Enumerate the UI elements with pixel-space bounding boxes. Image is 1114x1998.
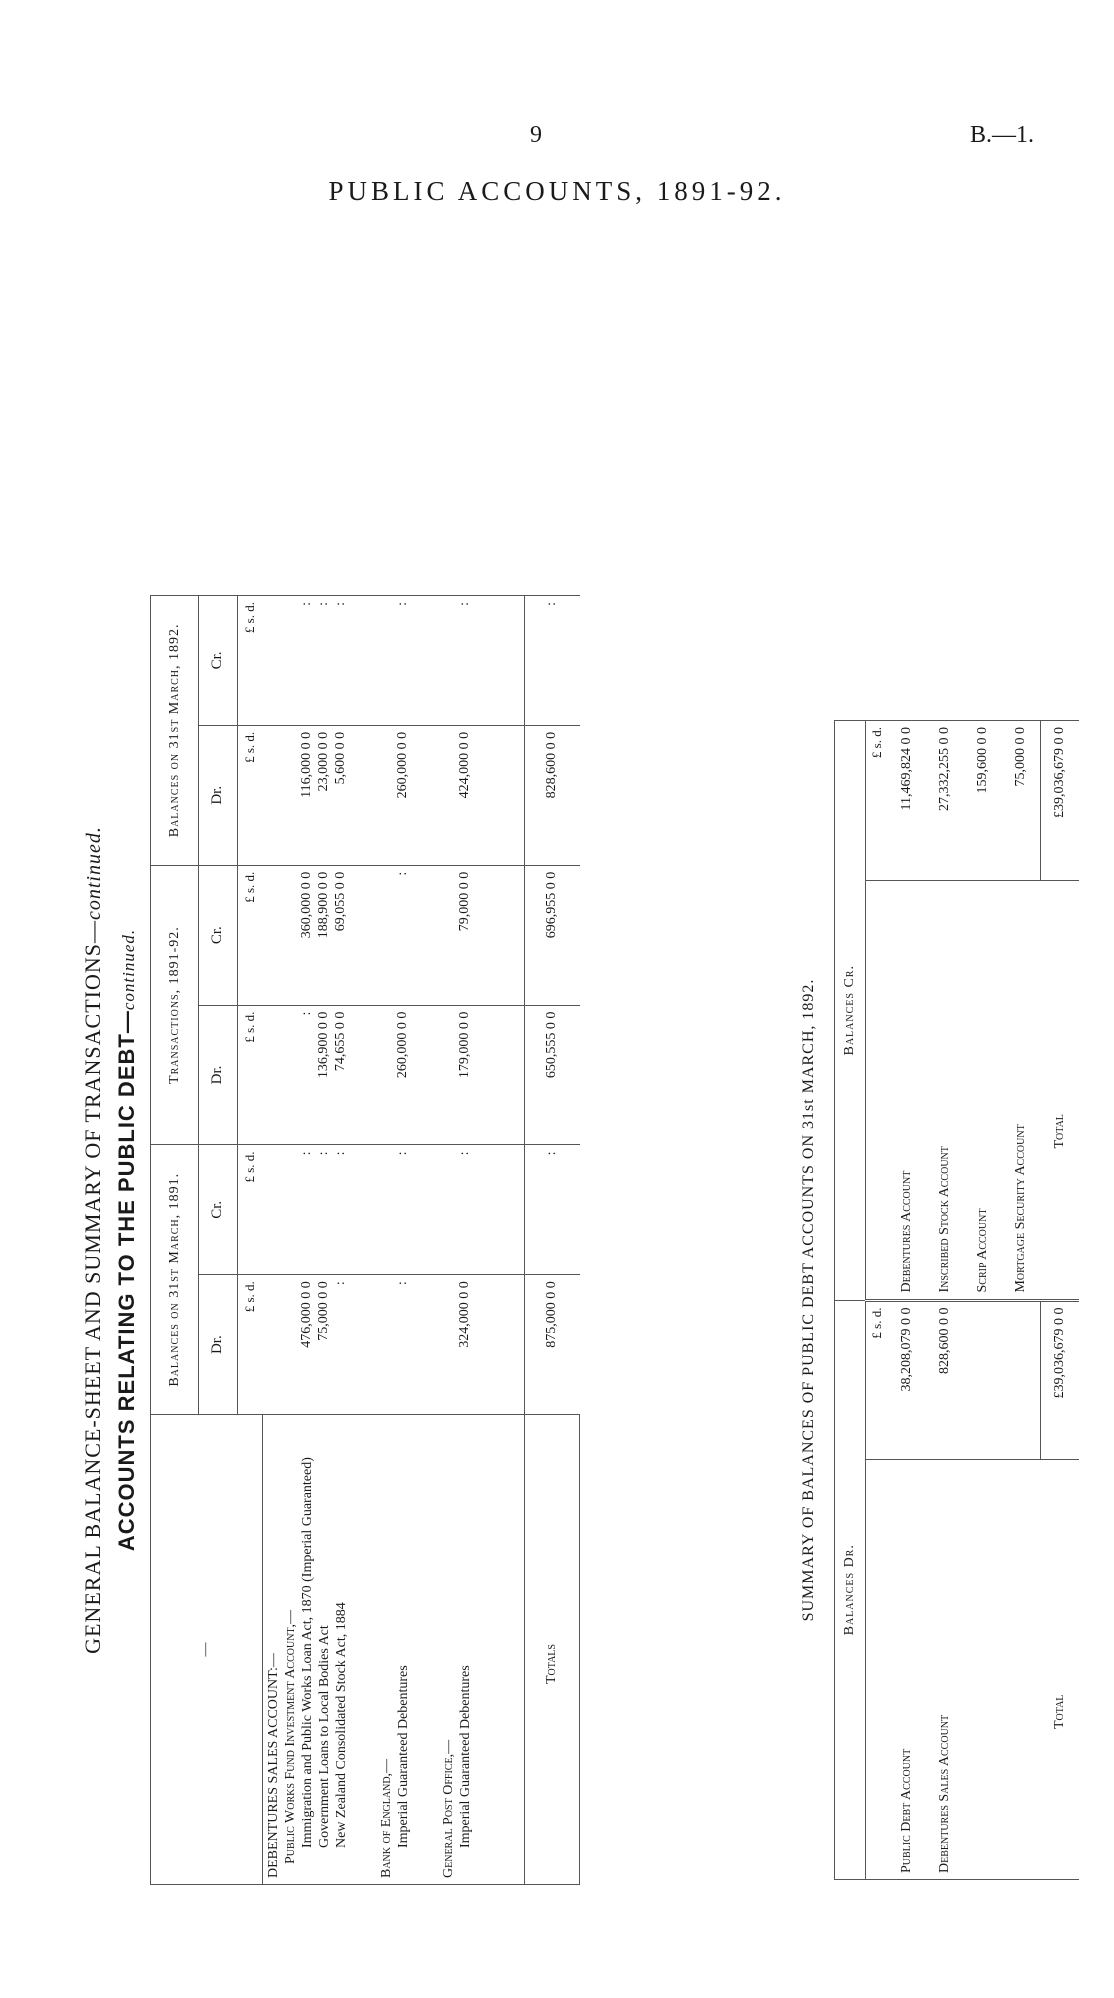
row-nz-consolidated-stock: New Zealand Consolidated Stock Act, 1884 [333, 1602, 349, 1848]
header-balances-1892: Balances on 31st March, 1892. [151, 596, 199, 866]
accounts-subtitle: ACCOUNTS RELATING TO THE PUBLIC DEBT—continued. [114, 928, 139, 1552]
account-labels [262, 1415, 525, 1885]
summary-dr-amount: 38,208,079 0 0 [888, 1300, 926, 1460]
col-trans-cr: 360,000 0 0 188,900 0 0 69,055 0 0 : 79,000 0 0 [262, 865, 525, 1005]
col-trans-dr: : 136,900 0 0 74,655 0 0 260,000 0 0 179,000 0 0 [262, 1005, 525, 1145]
summary-dr-total: £39,036,679 0 0 [1041, 1300, 1080, 1460]
row-public-works-fund: Public Works Fund Investment Account,— [282, 1609, 298, 1864]
header-cr: Cr. [199, 865, 237, 1005]
summary-dr-label: Public Debt Account [888, 1460, 926, 1880]
header-dr: Dr. [199, 725, 237, 865]
totals-label: Totals [525, 1415, 580, 1885]
col-b1891-cr: : : : : : [262, 1145, 525, 1275]
account-column-header: — [151, 1415, 263, 1885]
summary-title: SUMMARY OF BALANCES OF PUBLIC DEBT ACCOUNTS ON 31st MARCH, 1892. [800, 978, 817, 1622]
units-label: £ s. d. [237, 1275, 262, 1415]
summary-cr-amount: 159,600 0 0 [964, 721, 1002, 881]
summary-cr-amount: 75,000 0 0 [1002, 721, 1041, 881]
summary-dr-amount: 828,600 0 0 [926, 1300, 964, 1460]
total-b1891-cr: : [525, 1145, 580, 1275]
units-label: £ s. d. [866, 721, 889, 881]
summary-table [834, 720, 1079, 1880]
row-debentures-sales: DEBENTURES SALES ACCOUNT:— [265, 1653, 281, 1878]
row-government-loans: Government Loans to Local Bodies Act [316, 1625, 332, 1848]
summary-cr-header: Balances Cr. [835, 721, 866, 1301]
page-number: 9 [530, 122, 542, 148]
header-dr: Dr. [199, 1275, 237, 1415]
public-debt-table [150, 595, 580, 1885]
col-b1891-dr: 476,000 0 0 75,000 0 0 : : 324,000 0 0 [262, 1275, 525, 1415]
row-immigration-loan: Immigration and Public Works Loan Act, 1870 (Imperial Guaranteed) [299, 1457, 315, 1848]
page-title: PUBLIC ACCOUNTS, 1891-92. [328, 176, 786, 206]
row-bank-of-england: Bank of England,— [378, 1758, 394, 1878]
col-b1892-cr: : : : : : [262, 596, 525, 726]
header-cr: Cr. [199, 596, 237, 726]
units-label: £ s. d. [237, 1005, 262, 1145]
col-b1892-dr: 116,000 0 0 23,000 0 0 5,600 0 0 260,000 0 0 424,000 0 0 [262, 725, 525, 865]
units-label: £ s. d. [237, 596, 262, 726]
balance-sheet-title: GENERAL BALANCE-SHEET AND SUMMARY OF TRANSACTIONS—continued. [80, 826, 105, 1654]
summary-cr-label: Mortgage Security Account [1002, 880, 1041, 1300]
row-general-post-office: General Post Office,— [440, 1739, 456, 1878]
summary-dr-header: Balances Dr. [835, 1300, 866, 1879]
total-trans-dr: 650,555 0 0 [525, 1005, 580, 1145]
units-label: £ s. d. [866, 1300, 889, 1460]
total-b1892-dr: 828,600 0 0 [525, 725, 580, 865]
summary-dr-total-label: Total [1041, 1460, 1080, 1880]
units-label: £ s. d. [237, 865, 262, 1005]
summary-section [800, 720, 1067, 1880]
total-b1892-cr: : [525, 596, 580, 726]
summary-cr-total-label: Total [1041, 880, 1080, 1300]
summary-cr-label: Scrip Account [964, 880, 1002, 1300]
summary-dr-label: Debentures Sales Account [926, 1460, 964, 1880]
total-trans-cr: 696,955 0 0 [525, 865, 580, 1005]
totals-row [525, 596, 580, 1885]
units-label: £ s. d. [237, 725, 262, 865]
summary-cr-amount: 11,469,824 0 0 [888, 721, 926, 881]
units-label: £ s. d. [237, 1145, 262, 1275]
total-b1891-dr: 875,000 0 0 [525, 1275, 580, 1415]
header-balances-1891: Balances on 31st March, 1891. [151, 1145, 199, 1415]
summary-cr-label: Debentures Account [888, 880, 926, 1300]
row-boe-debentures: Imperial Guaranteed Debentures [395, 1665, 411, 1848]
summary-cr-total: £39,036,679 0 0 [1041, 721, 1080, 881]
public-debt-accounts-section [80, 595, 590, 1885]
header-dr: Dr. [199, 1005, 237, 1145]
header-cr: Cr. [199, 1145, 237, 1275]
row-gpo-debentures: Imperial Guaranteed Debentures [457, 1665, 473, 1848]
page-reference: B.—1. [969, 122, 1034, 148]
header-transactions: Transactions, 1891-92. [151, 865, 199, 1145]
summary-cr-amount: 27,332,255 0 0 [926, 721, 964, 881]
summary-cr-label: Inscribed Stock Account [926, 880, 964, 1300]
